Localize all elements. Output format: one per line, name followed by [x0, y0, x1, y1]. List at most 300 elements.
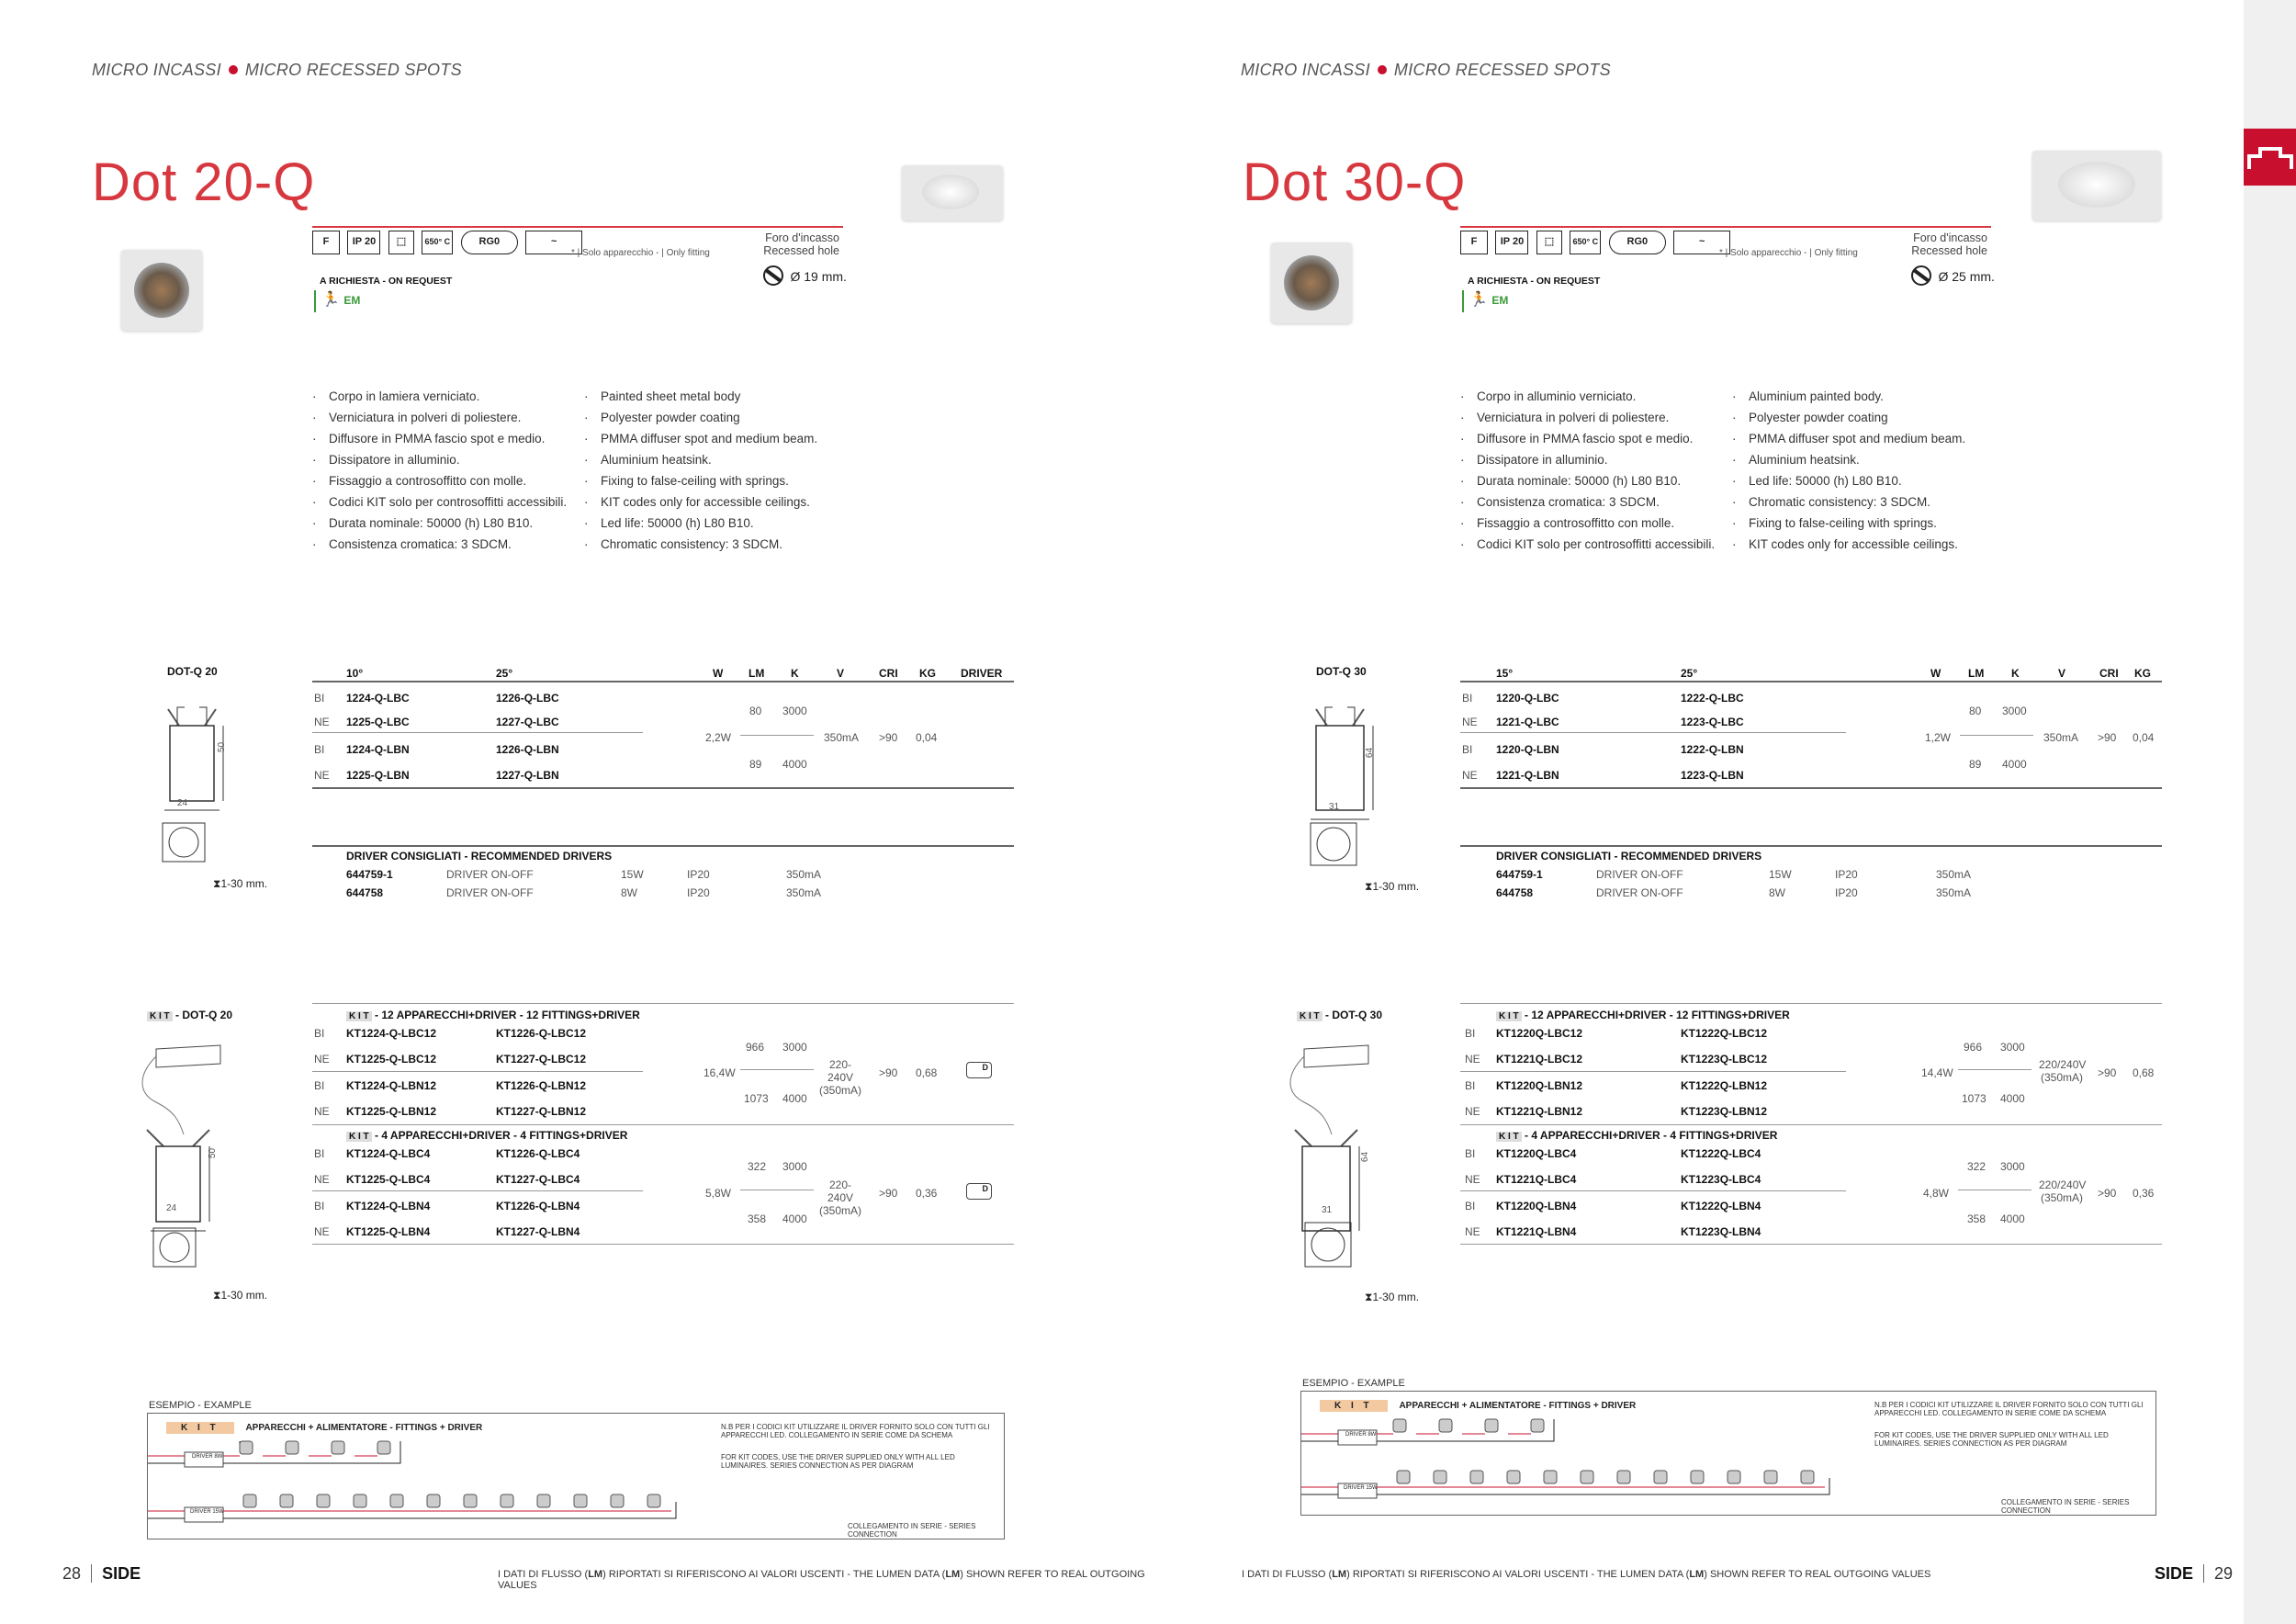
feature-it: · Dissipatore in alluminio. [1460, 449, 1715, 470]
hole-label-en: Recessed hole [763, 244, 839, 257]
kit-row-code1: KT1225-Q-LBN12 [346, 1105, 437, 1118]
col-beam2: 25° [496, 667, 513, 680]
row-finish: BI [1462, 743, 1473, 756]
kit12-lm: 1073 [1962, 1092, 1986, 1105]
features-it [312, 386, 567, 555]
kit4-k: 4000 [782, 1212, 807, 1225]
kit-row-finish: BI [314, 1147, 325, 1160]
kit-row-code2: KT1226-Q-LBC12 [496, 1027, 587, 1040]
driver-included-icon: D [966, 1183, 992, 1200]
feature-en: · PMMA diffuser spot and medium beam. [1732, 428, 1965, 449]
feature-en: · PMMA diffuser spot and medium beam. [584, 428, 817, 449]
kit12-cri: >90 [2098, 1066, 2117, 1079]
row-code1: 1220-Q-LBC [1496, 692, 1559, 705]
row-code1: 1221-Q-LBC [1496, 716, 1559, 728]
kit12-top-rule [1460, 1003, 2162, 1004]
rg0-icon: RG0 [1609, 231, 1666, 254]
row-code1: 1221-Q-LBN [1496, 769, 1559, 782]
kit12-kg: 0,68 [2133, 1066, 2155, 1079]
ceiling-value: 1-30 mm. [220, 877, 268, 890]
col-v: V [2058, 667, 2066, 680]
kit-row-code2: KT1226-Q-LBN4 [496, 1200, 580, 1212]
ceiling-icon: ⧗ [213, 877, 221, 890]
k-value: 3000 [782, 705, 807, 717]
fitting-note: * | Solo apparecchio - | Only fitting [1719, 248, 1858, 258]
lumen-note-text: I DATI DI FLUSSO ( [498, 1569, 589, 1580]
kg-value: 0,04 [2133, 731, 2155, 744]
col-beam1: 10° [346, 667, 364, 680]
driver-included-icon: D [966, 1062, 992, 1078]
kit-row-code1: KT1224-Q-LBC12 [346, 1027, 437, 1040]
feature-en: · Fixing to false-ceiling with springs. [584, 470, 817, 491]
kit12-k: 4000 [782, 1092, 807, 1105]
brand-name: SIDE [102, 1564, 141, 1583]
kit-row-code1: KT1221Q-LBC4 [1496, 1173, 1577, 1186]
kit4-cri: >90 [2098, 1187, 2117, 1200]
page-number: 28 [62, 1564, 82, 1583]
kit12-lm: 1073 [744, 1092, 769, 1105]
page-footer [2155, 1564, 2233, 1584]
lumen-note-text: ) RIPORTATI SI RIFERISCONO AI VALORI USCENTI - THE LUMEN DATA ( [602, 1569, 946, 1580]
kit-row-code1: KT1220Q-LBN12 [1496, 1079, 1583, 1092]
kit-row-finish: NE [1465, 1053, 1480, 1066]
kit-badge: K I T [346, 1011, 372, 1021]
kit-ceiling-thickness [1365, 1291, 1419, 1304]
col-beam2: 25° [1681, 667, 1698, 680]
kit4-voltage [817, 1179, 863, 1217]
kit-product-name: - DOT-Q 30 [1325, 1009, 1383, 1021]
lm-value: 80 [749, 705, 762, 717]
driver15-label: DRIVER 15W [190, 1509, 224, 1515]
feature-it: · Codici KIT solo per controsoffitti accessibili. [1460, 534, 1715, 555]
kit4-k: 3000 [2000, 1160, 2025, 1173]
row-finish: BI [314, 692, 325, 705]
kit-row-code1: KT1220Q-LBN4 [1496, 1200, 1577, 1212]
ceiling-thickness [213, 877, 267, 891]
lumen-note-text: ) RIPORTATI SI RIFERISCONO AI VALORI USCENTI - THE LUMEN DATA ( [1346, 1569, 1690, 1580]
hole-size [1908, 265, 1995, 291]
dim-width: 24 [177, 798, 188, 808]
title-rule [1460, 226, 1991, 228]
col-w: W [713, 667, 724, 680]
brand-name: SIDE [2155, 1564, 2194, 1583]
kit-row-code2: KT1226-Q-LBC4 [496, 1147, 580, 1160]
ceiling-icon: ⧗ [1365, 880, 1373, 893]
kit4-top-rule [312, 1124, 1014, 1125]
front-drawing [1310, 822, 1357, 866]
kit-row-code1: KT1224-Q-LBC4 [346, 1147, 431, 1160]
kit-row-code1: KT1220Q-LBC4 [1496, 1147, 1577, 1160]
header-en: MICRO RECESSED SPOTS [244, 61, 462, 79]
rg0-icon: RG0 [461, 231, 518, 254]
page-footer [62, 1564, 141, 1584]
driver-watt: 15W [1769, 868, 1792, 881]
row-code2: 1227-Q-LBC [496, 716, 559, 728]
feature-it: · Corpo in lamiera verniciato. [312, 386, 567, 407]
kit-dim-width: 31 [1322, 1205, 1333, 1215]
table-bottom-rule [1460, 787, 2162, 789]
driver-code: 644758 [346, 886, 384, 899]
kit-dim-height: 64 [1360, 1151, 1371, 1163]
feature-it: · Corpo in alluminio verniciato. [1460, 386, 1715, 407]
class-icon: ⬚ [388, 231, 414, 254]
kit-row-code2: KT1227-Q-LBN12 [496, 1105, 587, 1118]
kit-row-finish: NE [1465, 1105, 1480, 1118]
ceiling-icon: ⧗ [1365, 1291, 1373, 1303]
kit-row-finish: BI [314, 1027, 325, 1040]
feature-en: · Painted sheet metal body [584, 386, 817, 407]
product-photo-front [121, 250, 202, 331]
feature-en: · Aluminium heatsink. [1732, 449, 1965, 470]
kit12-title [346, 1009, 640, 1021]
current-value: 350mA [824, 731, 860, 744]
product-label: DOT-Q 20 [167, 665, 218, 678]
feature-it: · Verniciatura in polveri di poliestere. [312, 407, 567, 428]
kit4-top-rule [1460, 1124, 2162, 1125]
lumen-note [498, 1569, 1148, 1591]
kit12-watt: 16,4W [703, 1066, 736, 1079]
drivers-rule [1460, 845, 2162, 847]
title-rule [312, 226, 843, 228]
driver-ip: IP20 [687, 886, 710, 899]
row-finish: BI [314, 743, 325, 756]
kit-badge: K I T [1320, 1400, 1388, 1412]
kit4-lm: 322 [748, 1160, 767, 1173]
feature-en: · Led life: 50000 (h) L80 B10. [584, 513, 817, 534]
features-en [584, 386, 817, 555]
kit-product-label [1297, 1009, 1382, 1021]
lm-split-rule [1960, 735, 2033, 736]
example-box [147, 1413, 1005, 1539]
col-k: K [2011, 667, 2020, 680]
feature-en: · Fixing to false-ceiling with springs. [1732, 513, 1965, 534]
kit-row-code2: KT1222Q-LBN12 [1681, 1079, 1768, 1092]
features-en [1732, 386, 1965, 555]
kit12-title-text: - 12 APPARECCHI+DRIVER - 12 FITTINGS+DRIVER [375, 1009, 640, 1021]
kit4-watt: 5,8W [705, 1187, 732, 1200]
feature-it: · Diffusore in PMMA fascio spot e medio. [312, 428, 567, 449]
current-value: (350mA) [2040, 1191, 2083, 1204]
row-code2: 1223-Q-LBN [1681, 769, 1744, 782]
kit4-lm: 358 [1967, 1212, 1986, 1225]
page-header [1241, 61, 1611, 80]
glow-wire-icon: 650° C [422, 231, 453, 254]
feature-it: · Consistenza cromatica: 3 SDCM. [312, 534, 567, 555]
row-rule [1460, 732, 1846, 733]
wiring-diagram [148, 1414, 717, 1539]
product-label: DOT-Q 30 [1316, 665, 1367, 678]
driver-desc: DRIVER ON-OFF [446, 868, 534, 881]
hole-label [762, 231, 839, 257]
drill-icon [1908, 265, 1934, 287]
feature-en: · Polyester powder coating [1732, 407, 1965, 428]
kit-dim-height: 50 [208, 1147, 219, 1159]
table-top-rule [312, 681, 1014, 682]
driver-code: 644758 [1496, 886, 1534, 899]
product-photo-recessed [902, 165, 1003, 220]
kit-row-finish: NE [1465, 1173, 1480, 1186]
feature-it: · Codici KIT solo per controsoffitti accessibili. [312, 491, 567, 513]
kit4-bottom-rule [312, 1244, 1014, 1245]
wiring-diagram [1301, 1392, 1871, 1515]
ceiling-thickness [1365, 880, 1419, 894]
kit12-lm: 966 [746, 1041, 765, 1054]
row-code2: 1222-Q-LBC [1681, 692, 1744, 705]
kit-row-code2: KT1223Q-LBN12 [1681, 1105, 1768, 1118]
hole-label-it: Foro d'incasso [1913, 231, 1987, 244]
col-cri: CRI [879, 667, 898, 680]
kit-row-code1: KT1225-Q-LBC4 [346, 1173, 431, 1186]
row-code2: 1226-Q-LBN [496, 743, 559, 756]
lm-value: 89 [749, 758, 762, 771]
kit-row-code1: KT1221Q-LBC12 [1496, 1053, 1583, 1066]
example-label: ESEMPIO - EXAMPLE [1302, 1378, 1405, 1389]
product-photo-front [1271, 242, 1352, 323]
col-cri: CRI [2099, 667, 2119, 680]
feature-en: · KIT codes only for accessible ceilings. [1732, 534, 1965, 555]
feature-en: · KIT codes only for accessible ceilings. [584, 491, 817, 513]
kit-badge: K I T [166, 1422, 234, 1434]
kit12-voltage [817, 1058, 863, 1097]
feature-it: · Verniciatura in polveri di poliestere. [1460, 407, 1715, 428]
kit12-title-text: - 12 APPARECCHI+DRIVER - 12 FITTINGS+DRIVER [1525, 1009, 1790, 1021]
row-rule [312, 732, 643, 733]
feature-en: · Aluminium heatsink. [584, 449, 817, 470]
kit4-title [1496, 1129, 1777, 1142]
k-value: 4000 [782, 758, 807, 771]
kit-row-code1: KT1225-Q-LBN4 [346, 1225, 431, 1238]
current-value: (350mA) [818, 1084, 861, 1097]
feature-it: · Fissaggio a controsoffitto con molle. [312, 470, 567, 491]
kit-row-code2: KT1222Q-LBN4 [1681, 1200, 1761, 1212]
f-mark-icon: F [1460, 231, 1488, 254]
driver-desc: DRIVER ON-OFF [446, 886, 534, 899]
ip20-icon: IP 20 [347, 231, 380, 254]
voltage-value: 220-240V [827, 1179, 854, 1204]
kit12-split-rule [1958, 1069, 2032, 1070]
kit-badge: K I T [346, 1132, 372, 1142]
row-finish: BI [1462, 692, 1473, 705]
kit4-bottom-rule [1460, 1244, 2162, 1245]
driver-watt: 8W [621, 886, 637, 899]
driver-desc: DRIVER ON-OFF [1596, 886, 1683, 899]
kit12-k: 3000 [2000, 1041, 2025, 1054]
kit-row-code2: KT1223Q-LBC4 [1681, 1173, 1761, 1186]
driver-desc: DRIVER ON-OFF [1596, 868, 1683, 881]
col-lm: LM [1968, 667, 1985, 680]
feature-en: · Polyester powder coating [584, 407, 817, 428]
kit-row-finish: NE [314, 1053, 330, 1066]
watt-value: 1,2W [1925, 731, 1952, 744]
table-top-rule [1460, 681, 2162, 682]
lumen-note [1242, 1569, 1930, 1580]
driver-watt: 8W [1769, 886, 1785, 899]
ceiling-value: 1-30 mm. [1372, 1291, 1420, 1303]
ceiling-value: 1-30 mm. [220, 1289, 268, 1302]
watt-value: 2,2W [705, 731, 732, 744]
kit-row-code1: KT1224-Q-LBN12 [346, 1079, 437, 1092]
f-mark-icon: F [312, 231, 340, 254]
page-header [92, 61, 462, 80]
on-request-label: A RICHIESTA - ON REQUEST [1468, 276, 1601, 287]
driver-current: 350mA [786, 868, 822, 881]
kit-row-rule [312, 1071, 643, 1072]
row-finish: NE [314, 769, 330, 782]
drivers-title: DRIVER CONSIGLIATI - RECOMMENDED DRIVERS [346, 850, 613, 863]
kit12-kg: 0,68 [916, 1066, 938, 1079]
kit-row-finish: BI [1465, 1027, 1476, 1040]
cri-value: >90 [879, 731, 898, 744]
drivers-rule [312, 845, 1014, 847]
kit-row-finish: NE [314, 1105, 330, 1118]
kit-front-drawing [1304, 1222, 1352, 1268]
kit-dim-width: 24 [166, 1203, 177, 1213]
row-code1: 1225-Q-LBN [346, 769, 410, 782]
driver-wave-icon: ~ [1673, 231, 1730, 254]
kit-badge: K I T [1297, 1011, 1322, 1021]
kit4-title-text: - 4 APPARECCHI+DRIVER - 4 FITTINGS+DRIVER [1525, 1129, 1778, 1142]
emergency-exit-icon: 🏃 [1469, 292, 1488, 308]
header-it: MICRO INCASSI [92, 61, 221, 79]
lumen-note-text: I DATI DI FLUSSO ( [1242, 1569, 1333, 1580]
kit-front-drawing [152, 1227, 197, 1268]
voltage-value: 220/240V [2039, 1179, 2087, 1191]
example-footer: COLLEGAMENTO IN SERIE - SERIES CONNECTION [2001, 1498, 2130, 1515]
feature-it: · Durata nominale: 50000 (h) L80 B10. [312, 513, 567, 534]
kit-badge: K I T [1496, 1132, 1522, 1142]
kit-row-finish: BI [314, 1200, 325, 1212]
kit-row-code2: KT1226-Q-LBN12 [496, 1079, 587, 1092]
kit-row-finish: BI [1465, 1079, 1476, 1092]
kit12-cri: >90 [879, 1066, 898, 1079]
feature-en: · Led life: 50000 (h) L80 B10. [1732, 470, 1965, 491]
em-badge [1462, 290, 1508, 312]
class-icon: ⬚ [1536, 231, 1562, 254]
kit4-title [346, 1129, 627, 1142]
em-badge [314, 290, 360, 312]
k-value: 4000 [2002, 758, 2027, 771]
kit-badge: K I T [1496, 1011, 1522, 1021]
kit12-split-rule [740, 1069, 814, 1070]
row-finish: NE [314, 716, 330, 728]
driver15-label: DRIVER 15W [1344, 1485, 1378, 1491]
kit-row-code2: KT1227-Q-LBN4 [496, 1225, 580, 1238]
kit-row-finish: NE [1465, 1225, 1480, 1238]
dim-height: 50 [217, 741, 228, 753]
kit-row-code2: KT1222Q-LBC4 [1681, 1147, 1761, 1160]
row-code1: 1224-Q-LBN [346, 743, 410, 756]
kit-row-finish: BI [1465, 1200, 1476, 1212]
lumen-note-lm: LM [1332, 1569, 1347, 1580]
driver-ip: IP20 [1835, 886, 1858, 899]
product-title: Dot 20-Q [92, 152, 316, 212]
example-title-text: APPARECCHI + ALIMENTATORE - FITTINGS + DRIVER [1399, 1401, 1637, 1411]
kit12-k: 4000 [2000, 1092, 2025, 1105]
feature-en: · Chromatic consistency: 3 SDCM. [1732, 491, 1965, 513]
fitting-note: * | Solo apparecchio - | Only fitting [571, 248, 710, 258]
kg-value: 0,04 [916, 731, 938, 744]
kit-row-code1: KT1221Q-LBN12 [1496, 1105, 1583, 1118]
example-note-en: FOR KIT CODES, USE THE DRIVER SUPPLIED ONLY WITH ALL LED LUMINAIRES. SERIES CONNECTION AS PER DIAGRAM [721, 1453, 955, 1470]
kit12-title [1496, 1009, 1790, 1021]
emergency-exit-icon: 🏃 [321, 292, 340, 308]
driver-watt: 15W [621, 868, 644, 881]
current-value: (350mA) [818, 1204, 861, 1217]
features-it [1460, 386, 1715, 555]
feature-it: · Durata nominale: 50000 (h) L80 B10. [1460, 470, 1715, 491]
kit-row-code2: KT1227-Q-LBC12 [496, 1053, 587, 1066]
lumen-note-lm: LM [945, 1569, 961, 1580]
ip20-icon: IP 20 [1495, 231, 1528, 254]
kit4-voltage [2039, 1179, 2085, 1204]
kit-row-finish: BI [314, 1079, 325, 1092]
hole-size-value: Ø 19 mm. [790, 269, 847, 284]
driver8-label: DRIVER 8W [1345, 1432, 1377, 1438]
lm-value: 89 [1969, 758, 1982, 771]
kit4-lm: 358 [748, 1212, 767, 1225]
driver-current: 350mA [1936, 868, 1972, 881]
col-driver: DRIVER [961, 667, 1003, 680]
kit-ceiling-thickness [213, 1289, 267, 1303]
kit12-voltage [2039, 1058, 2085, 1084]
feature-it: · Dissipatore in alluminio. [312, 449, 567, 470]
driver-current: 350mA [786, 886, 822, 899]
drill-icon [760, 265, 786, 287]
hole-label-it: Foro d'incasso [765, 231, 839, 244]
row-code1: 1224-Q-LBC [346, 692, 410, 705]
row-code2: 1223-Q-LBC [1681, 716, 1744, 728]
dim-height: 64 [1365, 747, 1376, 759]
kit-row-finish: NE [314, 1173, 330, 1186]
driver-code: 644759-1 [346, 868, 393, 881]
header-dot [1378, 65, 1387, 74]
kit12-lm: 966 [1964, 1041, 1983, 1054]
example-note-it: N.B PER I CODICI KIT UTILIZZARE IL DRIVER FORNITO SOLO CON TUTTI GLI APPARECCHI LED. COLLEGAMENTO IN SERIE COME DA SCHEMA [721, 1423, 990, 1439]
header-en: MICRO RECESSED SPOTS [1393, 61, 1611, 79]
lm-value: 80 [1969, 705, 1982, 717]
kit12-top-rule [312, 1003, 1014, 1004]
driver-code: 644759-1 [1496, 868, 1543, 881]
driver-current: 350mA [1936, 886, 1972, 899]
kit4-kg: 0,36 [916, 1187, 938, 1200]
row-finish: NE [1462, 769, 1478, 782]
row-code1: 1220-Q-LBN [1496, 743, 1559, 756]
drivers-title: DRIVER CONSIGLIATI - RECOMMENDED DRIVERS [1496, 850, 1762, 863]
lumen-note-lm: LM [1689, 1569, 1705, 1580]
glow-wire-icon: 650° C [1570, 231, 1601, 254]
page-right [1148, 0, 2296, 1624]
front-drawing [162, 822, 206, 863]
kit4-cri: >90 [879, 1187, 898, 1200]
hole-size-value: Ø 25 mm. [1938, 269, 1995, 284]
header-dot [229, 65, 238, 74]
col-v: V [837, 667, 845, 680]
voltage-value: 220/240V [2039, 1058, 2087, 1071]
feature-it: · Diffusore in PMMA fascio spot e medio. [1460, 428, 1715, 449]
kit-product-name: - DOT-Q 20 [175, 1009, 233, 1021]
kit-row-rule [1460, 1190, 1846, 1191]
kit-row-code2: KT1223Q-LBC12 [1681, 1053, 1768, 1066]
kit4-k: 3000 [782, 1160, 807, 1173]
kit-row-code2: KT1227-Q-LBC4 [496, 1173, 580, 1186]
cert-icons [312, 231, 586, 254]
feature-it: · Fissaggio a controsoffitto con molle. [1460, 513, 1715, 534]
driver-ip: IP20 [687, 868, 710, 881]
on-request-label: A RICHIESTA - ON REQUEST [320, 276, 453, 287]
kit4-title-text: - 4 APPARECCHI+DRIVER - 4 FITTINGS+DRIVER [375, 1129, 628, 1142]
ceiling-value: 1-30 mm. [1372, 880, 1420, 893]
example-label: ESEMPIO - EXAMPLE [149, 1400, 252, 1411]
